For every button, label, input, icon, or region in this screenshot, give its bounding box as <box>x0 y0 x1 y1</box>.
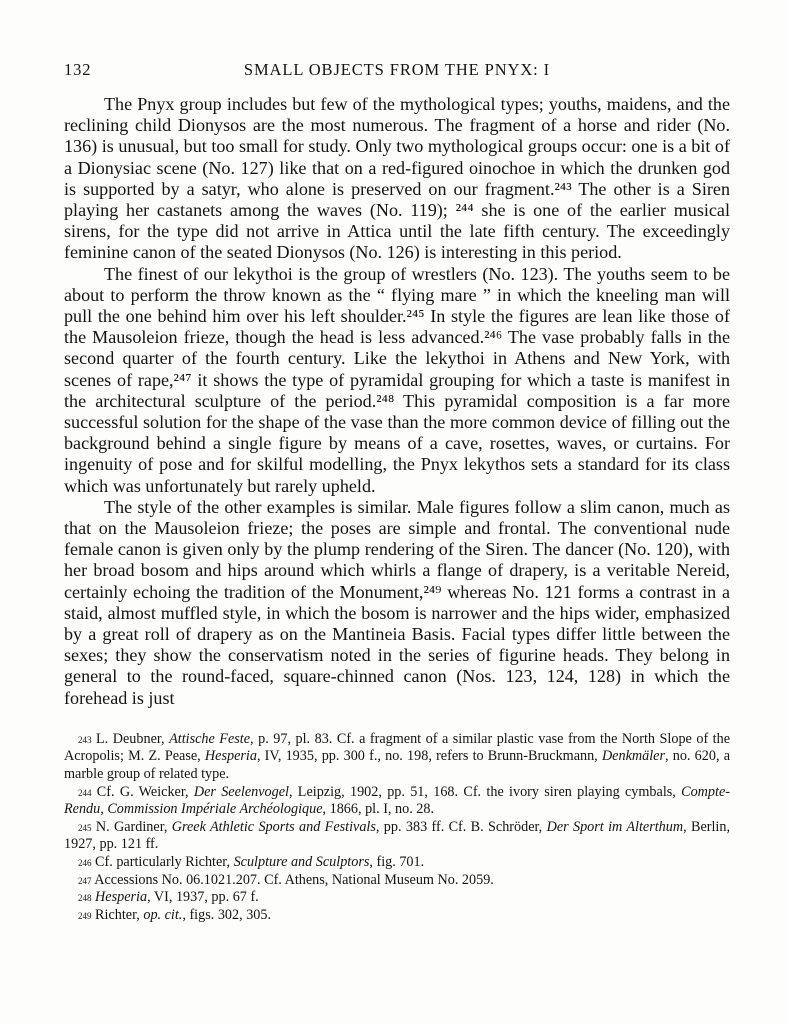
footnote-title: Compte-Rendu, Commission Impériale Archéologique <box>64 783 730 818</box>
paragraph: The Pnyx group includes but few of the mythological types; youths, maidens, and the reclining child Dionysos are the most numerous. The fragment of a horse and rider (No. 136) is unusual, but too small for study. Only two mythological groups occur: one is a bit of a Dionysiac scene (No. 127) like that on a red-figured oinochoe in which the drunken god is supported by a satyr, who alone is preserved on our fragment.²⁴³ The other is a Siren playing her castanets among the waves (No. 119); ²⁴⁴ she is one of the earlier musical sirens, for the type did not arrive in Attica until the late fifth century. The exceedingly feminine canon of the seated Dionysos (No. 126) is interesting in this period. <box>64 94 730 263</box>
footnote-segment: , 1866, pl. I, no. 28. <box>322 801 435 818</box>
paragraph: The style of the other examples is similar. Male figures follow a slim canon, much as that on the Mausoleion frieze; the poses are simple and frontal. The conventional nude female canon is given only by the plump rendering of the Siren. The dancer (No. 120), with her broad bosom and hips around which whirls a flange of drapery, is a veritable Nereid, certainly echoing the tradition of the Monument,²⁴⁹ whereas No. 121 forms a contrast in a staid, almost muffled style, in which the bosom is narrower and the hips wider, emphasized by a great roll of drapery as on the Mantineia Basis. Facial types differ little between the sexes; they show the conservatism noted in the series of figurine heads. They belong in general to the round-faced, square-chinned canon (Nos. 123, 124, 128) in which the forehead is just <box>64 496 730 708</box>
footnote-text <box>95 889 259 905</box>
footnote-title: Hesperia <box>95 889 148 906</box>
footnote-title: op. cit. <box>143 906 183 923</box>
footnote-text <box>64 731 730 782</box>
footnote-segment: , Berlin, 1927, pp. 121 ff. <box>64 818 731 853</box>
footnote-title: Der Sport im Alterthum <box>546 818 684 835</box>
footnote-text <box>94 872 494 888</box>
footnote-number: 244 <box>78 787 92 798</box>
footnote-number: 246 <box>78 858 92 869</box>
footnote-segment: , Leipzig, 1902, pp. 51, 168. Cf. the ivory siren playing cymbals, <box>288 783 682 800</box>
footnote-segment: , fig. 701. <box>369 854 425 871</box>
paragraph: The finest of our lekythoi is the group of wrestlers (No. 123). The youths seem to be about to perform the throw known as the “ flying mare ” in which the kneeling man will pull the one behind him over his left shoulder.²⁴⁵ In style the figures are lean like those of the Mausoleion frieze, though the head is less advanced.²⁴⁶ The vase probably falls in the second quarter of the fourth century. Like the lekythoi in Athens and New York, with scenes of rape,²⁴⁷ it shows the type of pyramidal grouping for which a taste is manifest in the architectural sculpture of the period.²⁴⁸ This pyramidal composition is a far more successful solution for the shape of the vase than the more common device of filling out the background behind a single figure by means of a cave, rosettes, waves, or curtains. For ingenuity of pose and for skilful modelling, the Pnyx lekythos sets a standard for its class which was unfortunately but rarely upheld. <box>64 263 730 496</box>
footnote <box>64 784 730 819</box>
footnote-title: Attische Feste <box>169 730 251 747</box>
footnote-number: 245 <box>78 822 92 833</box>
footnote <box>64 819 730 854</box>
footnote-segment: L. Deubner, <box>96 730 170 747</box>
footnote-segment: Cf. particularly Richter, <box>95 854 234 871</box>
footnote-segment: , no. 620, a marble group of related type. <box>64 748 730 783</box>
footnote-segment: , IV, 1935, pp. 300 f., no. 198, refers to Brunn-Bruckmann, <box>256 748 602 765</box>
footnotes <box>64 731 730 925</box>
footnote-text <box>95 907 271 923</box>
footnote-title: Hesperia <box>204 748 257 765</box>
footnote-number: 248 <box>78 893 92 904</box>
footnote-segment: , VI, 1937, pp. 67 f. <box>147 889 259 906</box>
footnote-segment: Cf. G. Weicker, <box>96 783 194 800</box>
footnote <box>64 889 730 907</box>
footnote-number: 247 <box>78 875 92 886</box>
footnote-title: Denkmäler <box>601 748 665 765</box>
page-header <box>64 60 730 84</box>
footnote-title: Der Seelenvogel <box>193 783 289 800</box>
footnote-text <box>64 819 730 853</box>
footnote-segment: , pp. 383 ff. Cf. B. Schröder, <box>375 818 547 835</box>
page-number: 132 <box>64 60 92 79</box>
footnote-title: Greek Athletic Sports and Festivals <box>171 818 376 835</box>
running-title: SMALL OBJECTS FROM THE PNYX: I <box>243 60 551 79</box>
footnote <box>64 854 730 872</box>
footnote <box>64 907 730 925</box>
footnote-number: 249 <box>78 910 92 921</box>
footnote-segment: Accessions No. 06.1021.207. Cf. Athens, National Museum No. 2059. <box>94 871 494 888</box>
footnote <box>64 872 730 890</box>
footnote-segment: N. Gardiner, <box>95 818 172 835</box>
body-text <box>64 94 730 709</box>
page <box>64 60 730 924</box>
footnote-title: Sculpture and Sculptors <box>233 854 370 871</box>
footnote <box>64 731 730 784</box>
footnote-segment: , p. 97, pl. 83. Cf. a fragment of a similar plastic vase from the North Slope of the Acropolis; M. Z. Pease, <box>64 730 731 765</box>
footnote-segment: Richter, <box>95 906 144 923</box>
footnote-number: 243 <box>78 734 92 745</box>
footnote-segment: , figs. 302, 305. <box>182 906 272 923</box>
footnote-text <box>95 854 424 870</box>
footnote-text <box>64 784 730 818</box>
